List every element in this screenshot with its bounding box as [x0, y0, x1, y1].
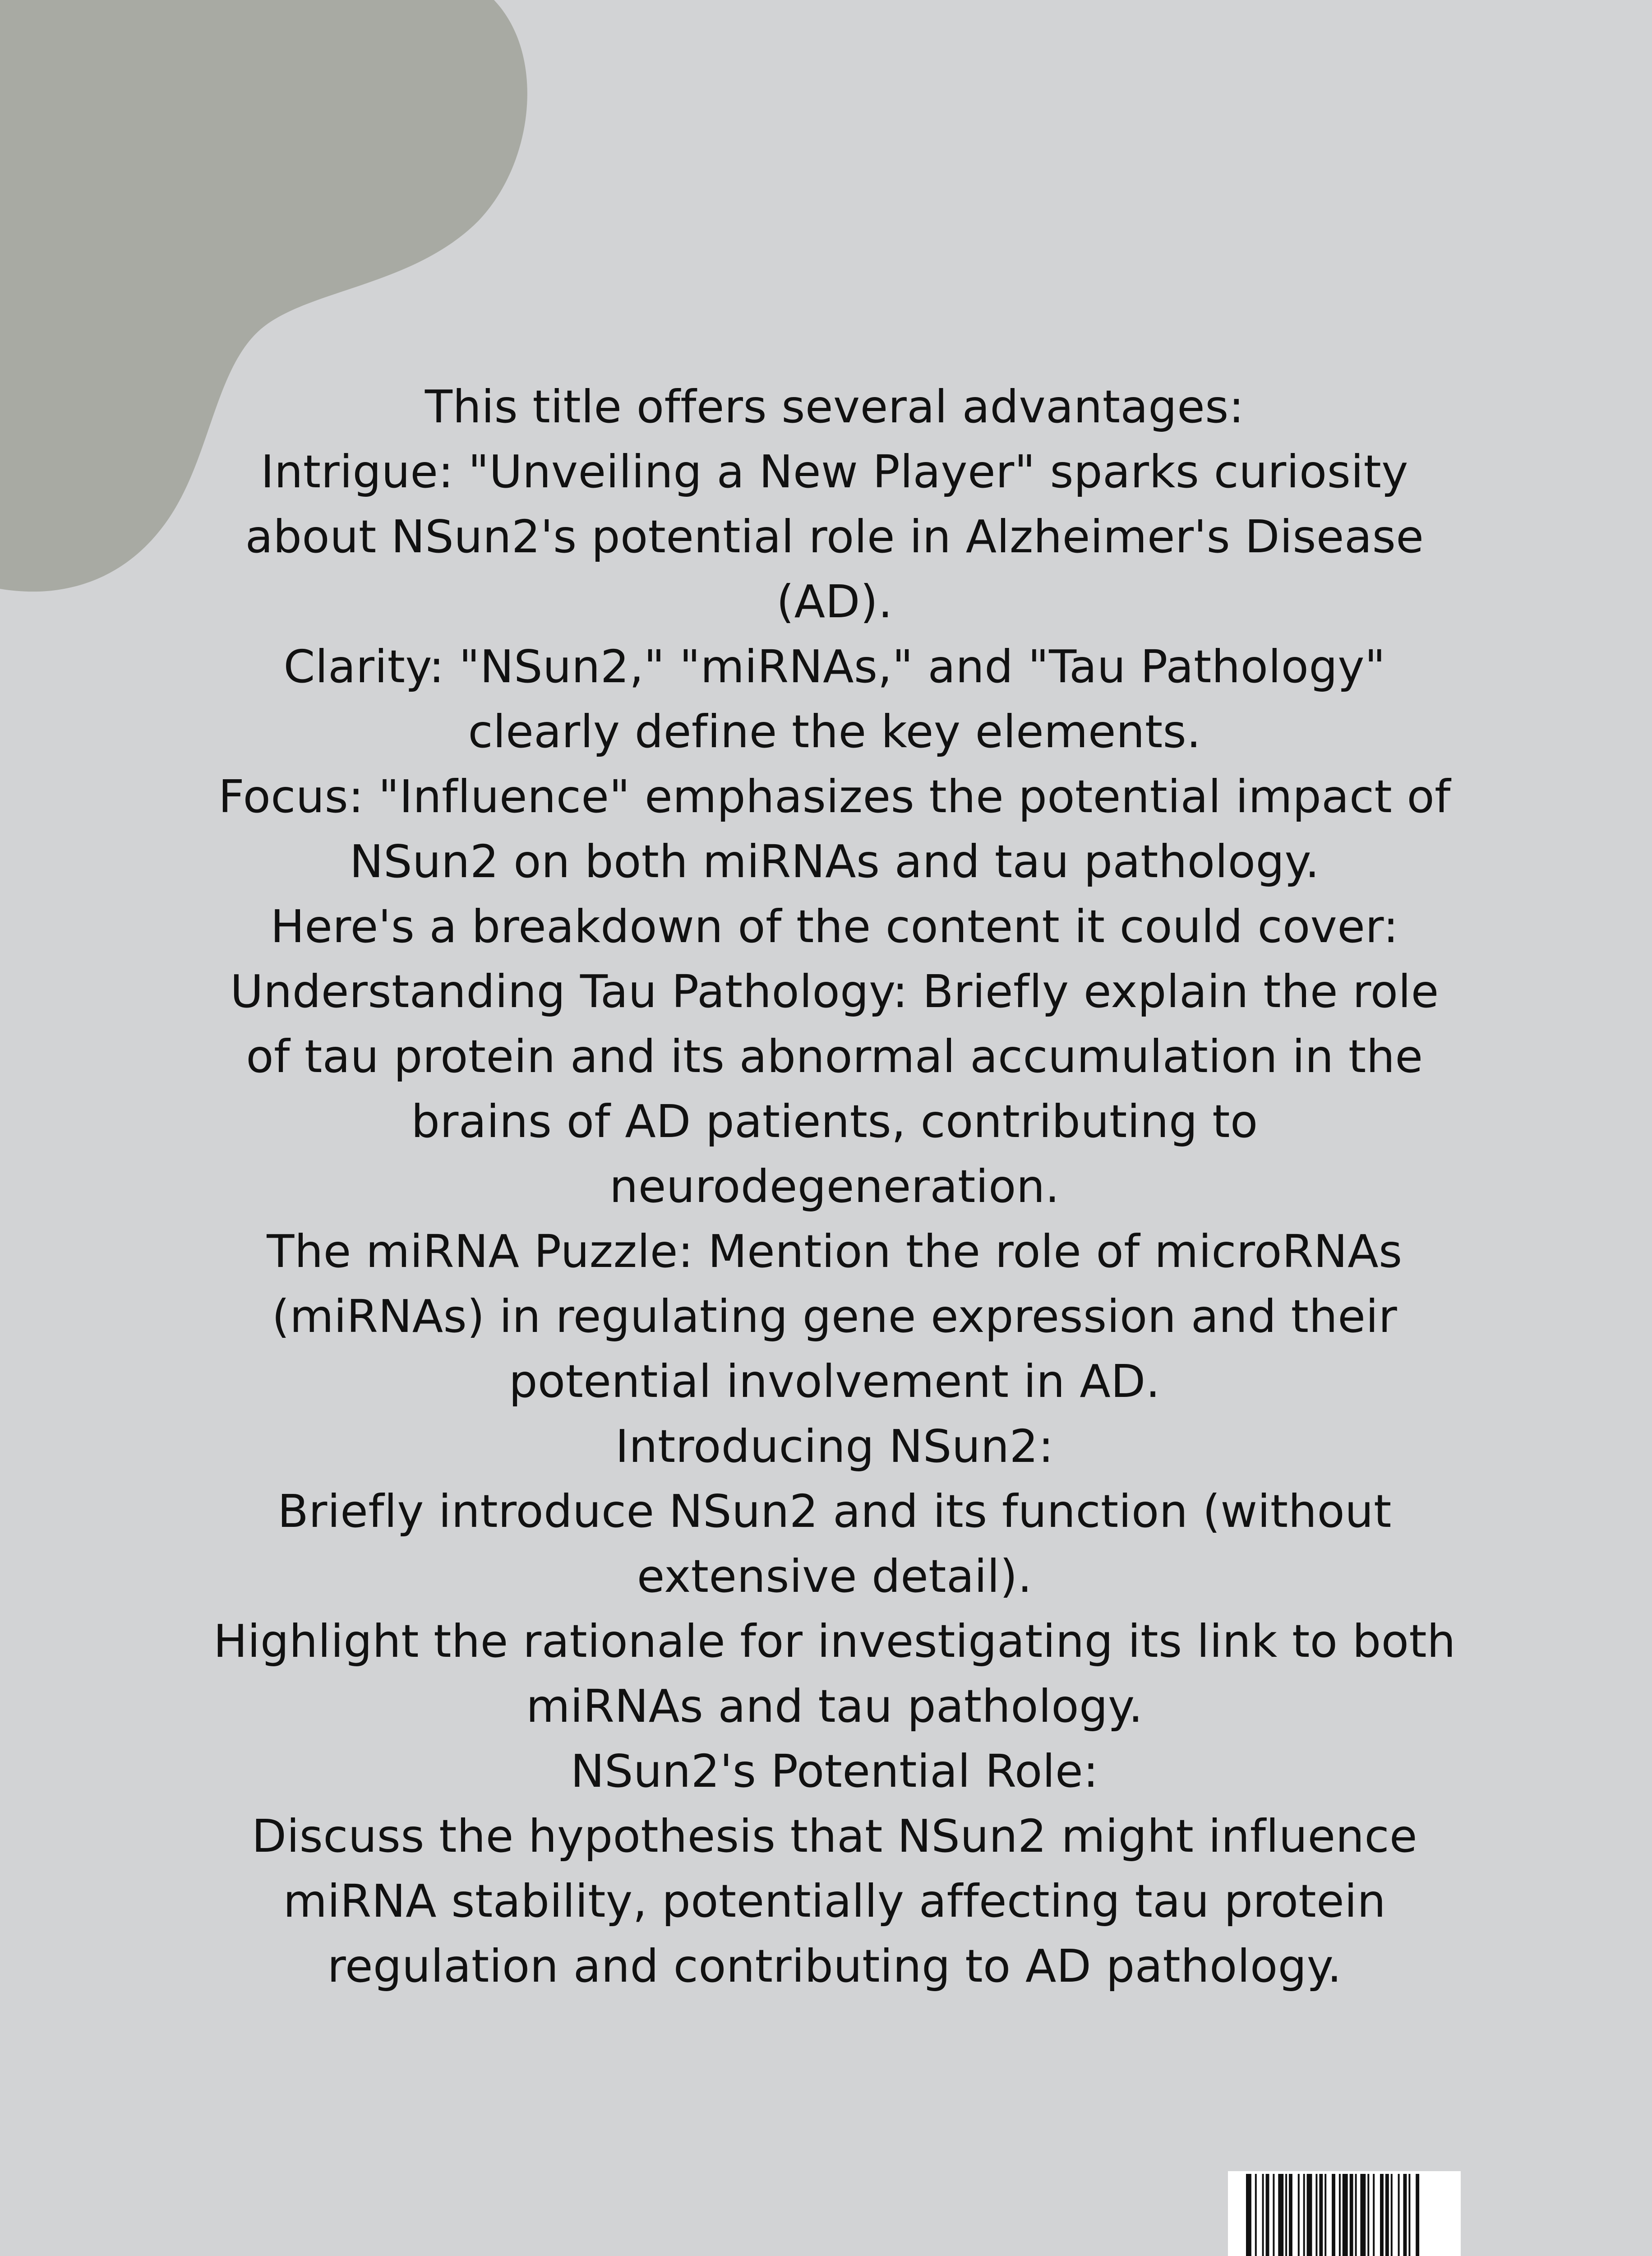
blurb-line: Clarity: "NSun2," "miRNAs," and "Tau Pathology" clearly define the key elements.: [283, 640, 1386, 758]
barcode-bar: [1273, 2174, 1274, 2256]
blurb-line: Discuss the hypothesis that NSun2 might influence miRNA stability, potentially affecting tau protein regulation and contributing to AD pathology.: [251, 1810, 1418, 1992]
blurb-line: The miRNA Puzzle: Mention the role of microRNAs (miRNAs) in regulating gene expression and their potential involvement in AD.: [267, 1225, 1403, 1408]
blurb-line: Here's a breakdown of the content it could cover:: [270, 900, 1399, 953]
barcode-bar: [1408, 2174, 1410, 2256]
barcode-bar: [1360, 2174, 1366, 2256]
barcode-bar: [1367, 2174, 1369, 2256]
barcode-bar: [1315, 2174, 1317, 2256]
barcode-bar: [1298, 2174, 1300, 2256]
barcode-bar: [1303, 2174, 1305, 2256]
barcode-bar: [1373, 2174, 1375, 2256]
barcode-bar: [1355, 2174, 1357, 2256]
blurb-line: Understanding Tau Pathology: Briefly explain the role of tau protein and its abnormal accumulation in the brains of AD patients, contributing to neurodegeneration.: [230, 965, 1439, 1213]
barcode-bar: [1332, 2174, 1335, 2256]
barcode-bar: [1324, 2174, 1326, 2256]
blurb-line: Briefly introduce NSun2 and its function (without extensive detail).: [277, 1485, 1392, 1603]
barcode-bar: [1307, 2174, 1312, 2256]
barcode-bar: [1255, 2174, 1257, 2256]
blurb-line: Focus: "Influence" emphasizes the potential impact of NSun2 on both miRNAs and tau pathology.: [218, 770, 1451, 888]
barcode-bar: [1262, 2174, 1264, 2256]
barcode-bar: [1343, 2174, 1348, 2256]
blurb-line: Highlight the rationale for investigating its link to both miRNAs and tau pathology.: [213, 1615, 1456, 1733]
blurb-line: NSun2's Potential Role:: [570, 1745, 1099, 1798]
barcode-bar: [1285, 2174, 1287, 2256]
barcode-bar: [1319, 2174, 1323, 2256]
isbn-barcode: [1228, 2171, 1461, 2256]
blurb-line: This title offers several advantages:: [425, 380, 1245, 433]
barcode-bar: [1246, 2174, 1251, 2256]
blurb-line: Intrigue: "Unveiling a New Player" sparks curiosity about NSun2's potential role in Alzheimer's Disease (AD).: [245, 445, 1424, 628]
barcode-bar: [1391, 2174, 1393, 2256]
barcode-bar: [1266, 2174, 1269, 2256]
blurb-line: Introducing NSun2:: [615, 1420, 1054, 1473]
barcode-bar: [1403, 2174, 1407, 2256]
barcode-bar: [1380, 2174, 1384, 2256]
barcode-bar: [1398, 2174, 1400, 2256]
barcode-bars: [1228, 2171, 1461, 2256]
barcode-bar: [1339, 2174, 1341, 2256]
back-cover-blurb: [208, 374, 1462, 1999]
barcode-bar: [1385, 2174, 1389, 2256]
barcode-bar: [1278, 2174, 1283, 2256]
barcode-bar: [1350, 2174, 1353, 2256]
barcode-bar: [1289, 2174, 1292, 2256]
barcode-bar: [1416, 2174, 1419, 2256]
